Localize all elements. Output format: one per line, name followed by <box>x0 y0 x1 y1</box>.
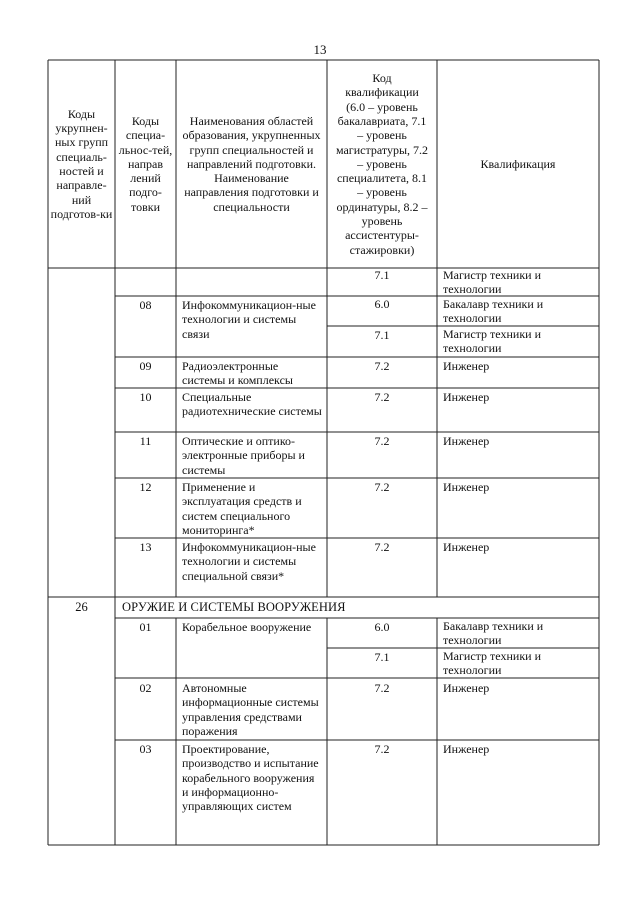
qualification-cell: Инженер <box>443 359 490 373</box>
level-cell: 7.1 <box>374 268 390 282</box>
header-names <box>176 60 327 268</box>
section-title: ОРУЖИЕ И СИСТЕМЫ ВООРУЖЕНИЯ <box>122 600 346 614</box>
name-cell: Оптические и оптико-электронные приборы и системы <box>182 434 305 477</box>
header-group-codes-label: Коды укрупнен-ных групп специаль-ностей и направле-ний подготов-ки <box>50 106 113 221</box>
section-code: 26 <box>75 600 88 614</box>
qualification-cell: Инженер <box>443 742 490 756</box>
level-cell: 6.0 <box>374 620 390 634</box>
name-cell: Инфокоммуникацион-ные технологии и системы связи <box>182 298 316 341</box>
qualification-cell: Инженер <box>443 540 490 554</box>
header-names-label: Наименования областей образования, укрупненных групп специальностей и направлений подготовки. Наименование направления подготовки и специальности <box>182 113 321 214</box>
qualification-cell: Инженер <box>443 681 490 695</box>
qualification-cell: Бакалавр техники и технологии <box>443 297 544 326</box>
qualification-cell: Бакалавр техники и технологии <box>443 619 544 648</box>
name-cell: Радиоэлектронные системы и комплексы <box>182 359 293 388</box>
spec-code-cell: 01 <box>139 620 152 634</box>
header-qualification-label: Квалификация <box>480 156 556 171</box>
name-cell: Инфокоммуникацион-ные технологии и системы специальной связи* <box>182 540 316 583</box>
level-cell: 7.1 <box>374 650 390 664</box>
qualification-cell: Инженер <box>443 434 490 448</box>
spec-code-cell: 10 <box>139 390 152 404</box>
qualification-cell: Инженер <box>443 390 490 404</box>
level-cell: 7.2 <box>374 480 390 494</box>
name-cell: Корабельное вооружение <box>182 620 312 634</box>
level-cell: 7.2 <box>374 359 390 373</box>
level-cell: 7.2 <box>374 681 390 695</box>
level-cell: 7.1 <box>374 328 390 342</box>
level-cell: 7.2 <box>374 540 390 554</box>
spec-code-cell: 09 <box>139 359 152 373</box>
level-cell: 6.0 <box>374 297 390 311</box>
name-cell: Проектирование, производство и испытание корабельного вооружения и информационно-управляющих систем <box>182 742 319 814</box>
name-cell: Специальные радиотехнические системы <box>182 390 322 419</box>
header-spec-codes-label: Коды специа-льнос-тей, направ лений подго-товки <box>118 113 173 214</box>
qualification-cell: Магистр техники и технологии <box>443 327 541 356</box>
level-cell: 7.2 <box>374 390 390 404</box>
spec-code-cell: 11 <box>139 434 152 448</box>
name-cell: Автономные информационные системы управления средствами поражения <box>182 681 319 738</box>
spec-code-cell: 13 <box>139 540 152 554</box>
name-cell: Применение и эксплуатация средств и систем специального мониторинга* <box>182 480 302 537</box>
header-qual-code-label: Код квалификации (6.0 – уровень бакалавриата, 7.1 – уровень магистратуры, 7.2 – уровень специалитета, 8.1 – уровень ординатуры, 8.2 – уровень ассистентуры-стажировки) <box>335 71 429 257</box>
spec-code-cell: 03 <box>139 742 152 756</box>
page-number: 13 <box>313 42 327 57</box>
spec-code-cell: 08 <box>139 298 152 312</box>
qualification-cell: Инженер <box>443 480 490 494</box>
spec-code-cell: 02 <box>139 681 152 695</box>
header-qualification <box>437 60 599 268</box>
header-spec-codes <box>115 60 176 268</box>
header-qual-code <box>327 60 437 268</box>
spec-code-cell: 12 <box>139 480 152 494</box>
level-cell: 7.2 <box>374 742 390 756</box>
header-group-codes <box>48 60 115 268</box>
qualification-cell: Магистр техники и технологии <box>443 268 541 297</box>
qualification-cell: Магистр техники и технологии <box>443 649 541 678</box>
level-cell: 7.2 <box>374 434 390 448</box>
